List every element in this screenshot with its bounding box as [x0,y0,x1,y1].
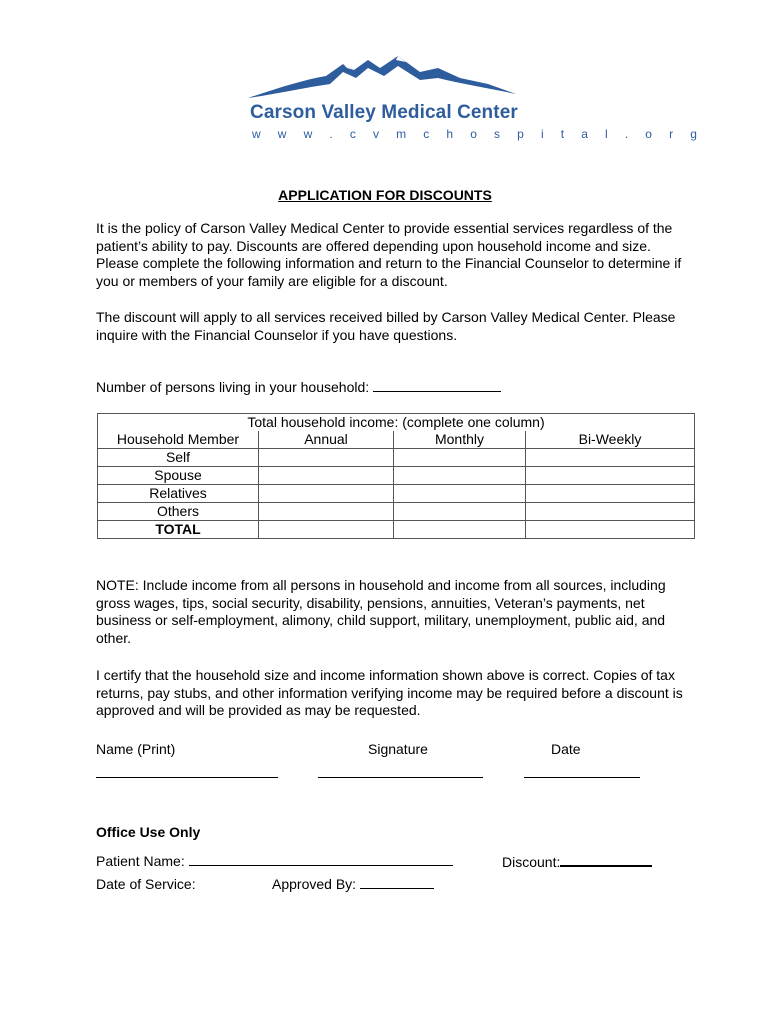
discount-field [502,853,652,870]
income-cell[interactable] [259,449,394,467]
household-size-input[interactable] [373,379,501,392]
logo-name: Carson Valley Medical Center [250,102,518,123]
household-size-field [96,379,501,395]
row-label-self: Self [98,449,259,467]
discount-paragraph: The discount will apply to all services received billed by Carson Valley Medical Center. Please inquire with the Financial Counselor if you have questions. [96,309,676,343]
discount-label: Discount: [502,854,561,870]
patient-name-label: Patient Name: [96,853,185,869]
income-cell[interactable] [259,467,394,485]
patient-name-input[interactable] [189,853,453,866]
header-monthly: Monthly [394,431,526,449]
household-size-label: Number of persons living in your household: [96,379,370,395]
header-annual: Annual [259,431,394,449]
income-cell[interactable] [394,467,526,485]
income-table-caption: Total household income: (complete one column) [98,414,695,432]
signature-input[interactable] [318,767,483,778]
approved-by-input[interactable] [360,876,434,889]
income-cell[interactable] [526,503,695,521]
income-cell[interactable] [526,485,695,503]
date-label: Date [551,741,581,757]
table-row [98,449,695,467]
income-cell[interactable] [259,503,394,521]
income-cell[interactable] [394,521,526,539]
income-cell[interactable] [526,449,695,467]
page-title: APPLICATION FOR DISCOUNTS [278,187,492,203]
table-row [98,503,695,521]
name-print-input[interactable] [96,767,278,778]
date-of-service-label: Date of Service: [96,876,196,892]
patient-name-field [96,853,453,869]
income-cell[interactable] [259,521,394,539]
income-cell[interactable] [526,467,695,485]
income-table [97,413,695,539]
header-bi-weekly: Bi-Weekly [526,431,695,449]
row-label-spouse: Spouse [98,467,259,485]
hospital-logo [248,54,704,144]
office-use-heading: Office Use Only [96,824,201,840]
income-cell[interactable] [259,485,394,503]
signature-label: Signature [368,741,428,757]
table-row [98,467,695,485]
discount-input[interactable] [560,853,652,867]
income-cell[interactable] [394,503,526,521]
mountain-logo-icon [248,54,528,104]
note-paragraph: NOTE: Include income from all persons in household and income from all sources, including gross wages, tips, social security, disability, pensions, annuities, Veteran’s payments, net business or self-employment, alimony, child support, military, unemployment, public aid, and other. [96,577,666,647]
row-label-total: TOTAL [98,521,259,539]
table-row [98,485,695,503]
logo-url: w w w . c v m c h o s p i t a l . o r g [252,127,704,141]
table-row-total [98,521,695,539]
name-print-label: Name (Print) [96,741,176,757]
certify-paragraph: I certify that the household size and income information shown above is correct. Copies of tax returns, pay stubs, and other information verifying income may be required before a discount is approved and will be provided as may be requested. [96,667,683,719]
row-label-relatives: Relatives [98,485,259,503]
header-household-member: Household Member [98,431,259,449]
date-input[interactable] [524,767,640,778]
approved-by-label: Approved By: [272,876,357,892]
income-cell[interactable] [394,449,526,467]
policy-paragraph: It is the policy of Carson Valley Medical Center to provide essential services regardless of the patient’s ability to pay. Discounts are offered depending upon household income and size. Please complete the following information and return to the Financial Counselor to determine if you or members of your family are eligible for a discount. [96,220,682,290]
row-label-others: Others [98,503,259,521]
income-cell[interactable] [394,485,526,503]
income-cell[interactable] [526,521,695,539]
approved-by-field [272,876,434,892]
